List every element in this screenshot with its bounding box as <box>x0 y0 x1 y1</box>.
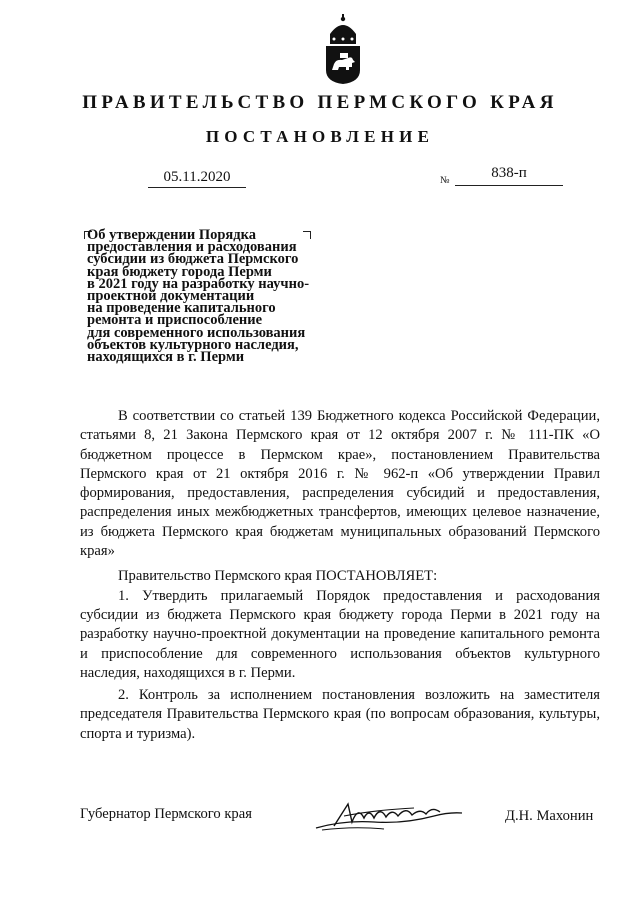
subject-line: на проведение капитального <box>87 300 276 317</box>
number-sign: № <box>440 175 450 186</box>
document-subject <box>87 227 337 366</box>
organization-title: ПРАВИТЕЛЬСТВО ПЕРМСКОГО КРАЯ <box>82 92 558 113</box>
subject-line: предоставления и расходования <box>87 239 297 256</box>
resolves-paragraph: Правительство Пермского края ПОСТАНОВЛЯЕТ: <box>118 568 438 585</box>
item-2-paragraph: 2. Контроль за исполнением постановления возложить на заместителя председателя Правительства Пермского края (по вопросам образования, культуры, спорта и туризма). <box>80 687 600 742</box>
signatory-title: Губернатор Пермского края <box>80 806 252 822</box>
subject-line: края бюджету города Перми <box>87 263 272 280</box>
item-1-paragraph: 1. Утвердить прилагаемый Порядок предоставления и расходования субсидии из бюджета Пермского края бюджету города Перми в 2021 году на разработку научно-проектной документации на проведение капитального ремонта и приспособление для современного использования объектов культурного наследия, находящихся в г. Перми. <box>80 587 600 681</box>
subject-line: Об утверждении Порядка <box>87 227 256 243</box>
subject-line: для современного использования <box>87 324 306 341</box>
subject-line: субсидии из бюджета Пермского <box>87 251 299 268</box>
subject-line: ремонта и приспособление <box>87 312 263 329</box>
subject-line: объектов культурного наследия, <box>87 336 299 353</box>
subject-line: в 2021 году на разработку научно- <box>87 275 310 292</box>
perm-krai-coat-of-arms-icon <box>322 14 364 84</box>
preamble-paragraph: В соответствии со статьей 139 Бюджетного кодекса Российской Федерации, статьями 8, 21 Закона Пермского края от 12 октября 2007 г. № 111-ПК «О бюджетном процессе в Пермском крае», постановлением Правительства Пермского края от 21 октября 2016 г. № 962-п «Об утверждении Правил формирования, предоставления, распределения субсидий и предоставления, распределения иных межбюджетных трансфертов, имеющих целевое назначение, из бюджета Пермского края бюджетам муниципальных образований Пермского края» <box>80 408 600 560</box>
document-date: 05.11.2020 <box>148 169 246 188</box>
document-body <box>80 407 600 744</box>
subject-line: проектной документации <box>87 288 255 305</box>
document-number: 838-п <box>455 165 563 186</box>
handwritten-signature <box>314 796 464 836</box>
document-type-title: ПОСТАНОВЛЕНИЕ <box>205 127 435 146</box>
signatory-name: Д.Н. Махонин <box>505 808 594 824</box>
subject-line: находящихся в г. Перми <box>87 349 245 366</box>
